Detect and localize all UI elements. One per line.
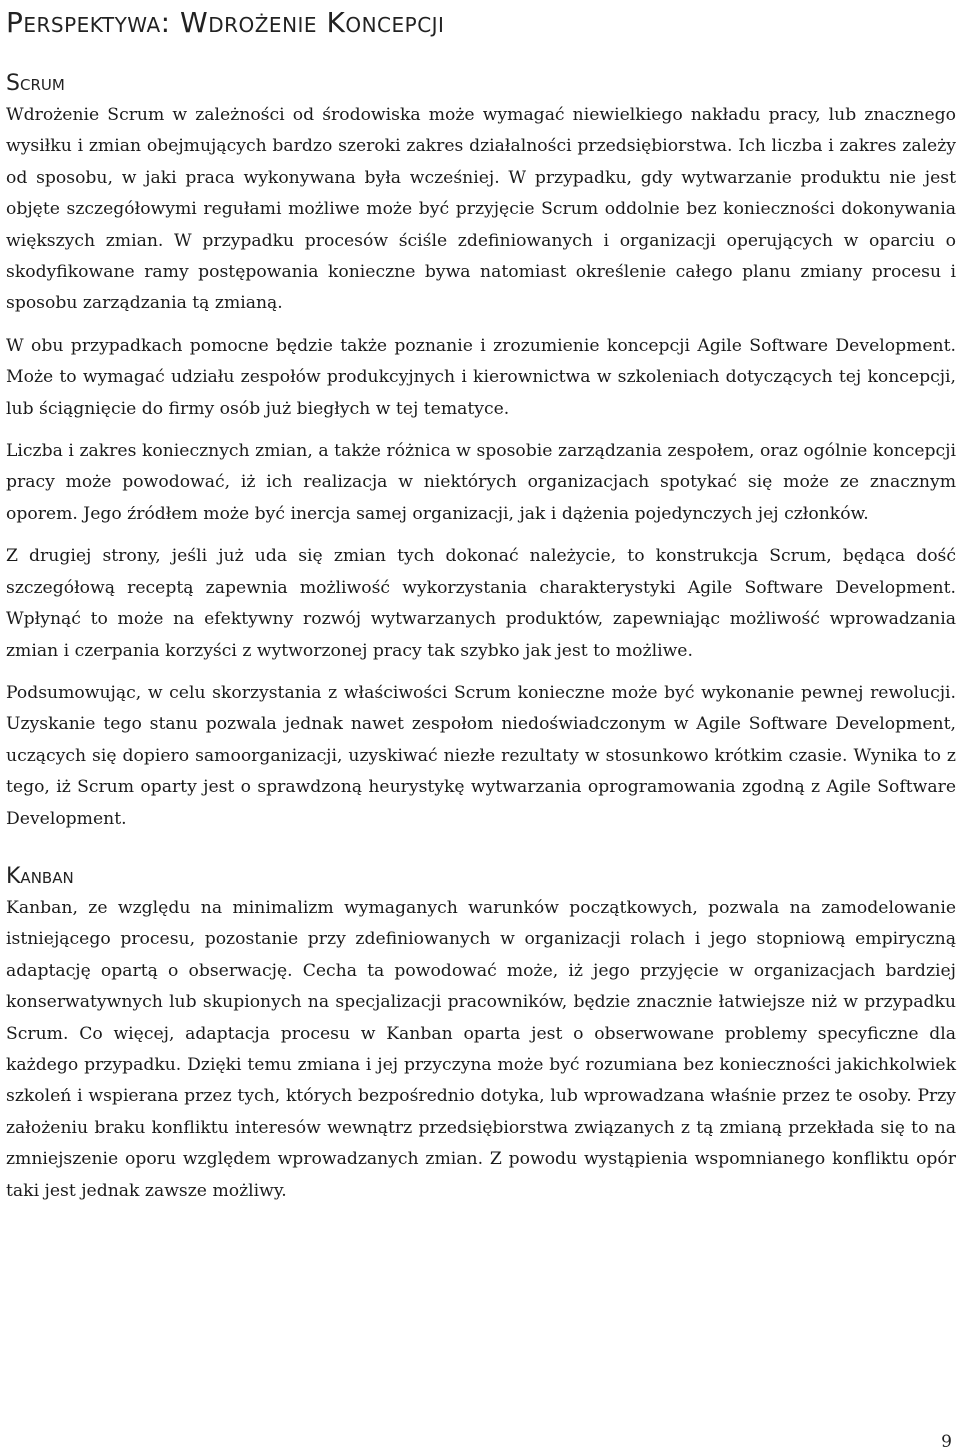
section-scrum [6, 70, 956, 835]
paragraph: Kanban, ze względu na minimalizm wymaganych warunków początkowych, pozwala na zamodelowanie istniejącego procesu, pozostanie przy zdefiniowanych w organizacji rolach i jego stopniową empiryczną adaptację opartą o obserwację. Cecha ta powodować może, iż jego przyjęcie w organizacjach bardziej konserwatywnych lub skupionych na specjalizacji pracowników, będzie znacznie łatwiejsze niż w przypadku Scrum. Co więcej, adaptacja procesu w Kanban oparta jest o obserwowane problemy specyficzne dla każdego przypadku. Dzięki temu zmiana i jej przyczyna może być rozumiana bez konieczności jakichkolwiek szkoleń i wspierana przez tych, których bezpośrednio dotyka, lub wprowadzana właśnie przez te osoby. Przy założeniu braku konfliktu interesów wewnątrz przedsiębiorstwa związanych z tą zmianą przekłada się to na zmniejszenie oporu względem wprowadzanych zmian. Z powodu wystąpienia wspomnianego konfliktu opór taki jest jednak zawsze możliwy. [6, 897, 956, 1201]
section-heading-scrum: Scrum [6, 71, 65, 96]
paragraph: Wdrożenie Scrum w zależności od środowiska może wymagać niewielkiego nakładu pracy, lub znacznego wysiłku i zmian obejmujących bardzo szeroki zakres działalności przedsiębiorstwa. Ich liczba i zakres zależy od sposobu, w jaki praca wykonywana była wcześniej. W przypadku, gdy wytwarzanie produktu nie jest objęte szczegółowymi regułami możliwe może być przyjęcie Scrum oddolnie bez konieczności dokonywania większych zmian. W przypadku procesów ściśle zdefiniowanych i organizacji operujących w oparciu o skodyfikowane ramy postępowania konieczne bywa natomiast określenie całego planu zmiany procesu i sposobu zarządzania tą zmianą. [6, 105, 956, 314]
paragraph: Podsumowując, w celu skorzystania z właściwości Scrum konieczne może być wykonanie pewnej rewolucji. Uzyskanie tego stanu pozwala jednak nawet zespołom niedoświadczonym w Agile Software Development, uczących się dopiero samoorganizacji, uzyskiwać niezłe rezultaty w stosunkowo krótkim czasie. Wynika to z tego, iż Scrum oparty jest o sprawdzoną heurystykę wytwarzania oprogramowania zgodną z Agile Software Development. [6, 682, 956, 829]
paragraph: W obu przypadkach pomocne będzie także poznanie i zrozumienie koncepcji Agile Software Development. Może to wymagać udziału zespołów produkcyjnych i kierownictwa w szkoleniach dotyczących tej koncepcji, lub ściągnięcie do firmy osób już biegłych w tej tematyce. [6, 335, 956, 419]
page-title: Perspektywa: Wdrożenie Koncepcji [6, 6, 445, 39]
paragraph: Z drugiej strony, jeśli już uda się zmian tych dokonać należycie, to konstrukcja Scrum, będąca dość szczegółową receptą zapewnia możliwość wykorzystania charakterystyki Agile Software Development. Wpłynąć to może na efektywny rozwój wytwarzanych produktów, zapewniając możliwość wprowadzania zmian i czerpania korzyści z wytworzonej pracy tak szybko jak jest to możliwe. [6, 546, 956, 661]
paragraph: Liczba i zakres koniecznych zmian, a także różnica w sposobie zarządzania zespołem, oraz ogólnie koncepcji pracy może powodować, iż ich realizacja w niektórych organizacjach spotykać się może ze znacznym oporem. Jego źródłem może być inercja samej organizacji, jak i dążenia pojedynczych jej członków. [6, 441, 956, 524]
document-page [6, 0, 956, 1207]
page-number: 9 [941, 1432, 952, 1452]
section-kanban [6, 863, 956, 1207]
section-heading-kanban: Kanban [6, 863, 74, 889]
